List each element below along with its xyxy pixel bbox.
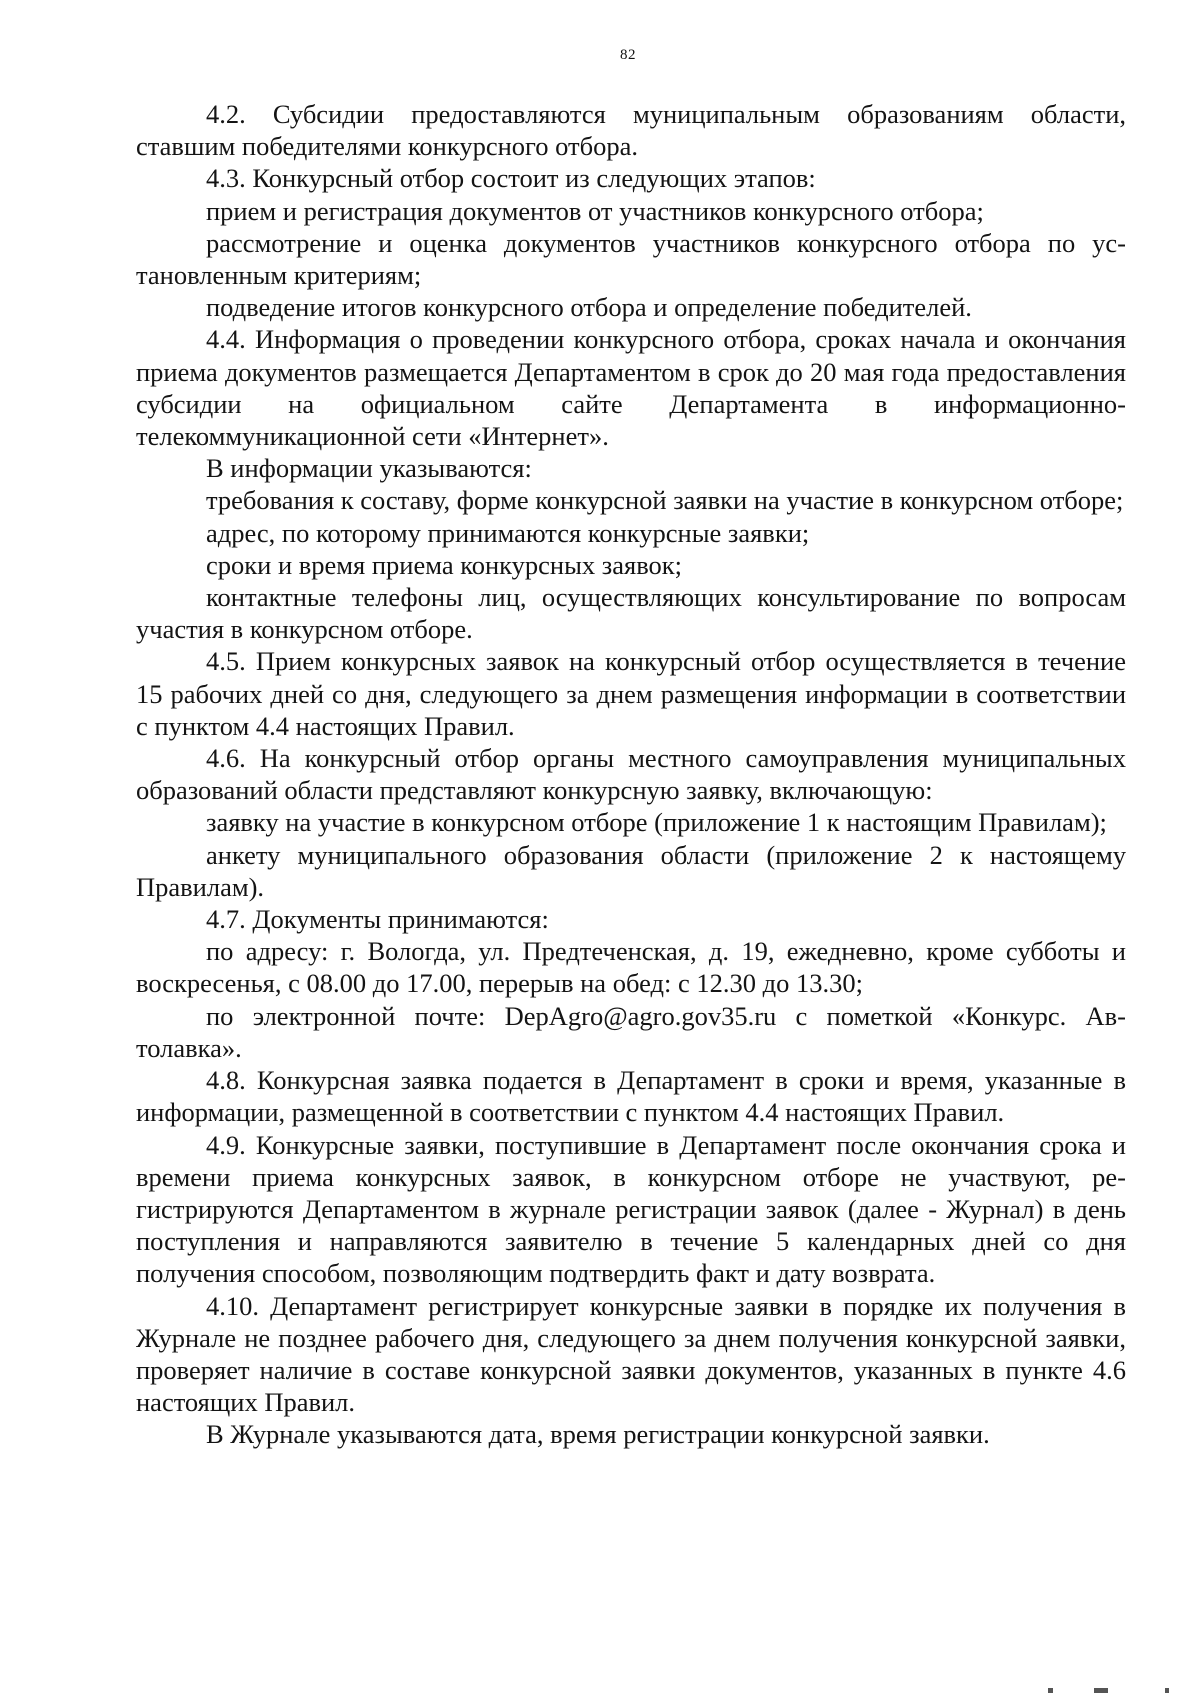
list-item-stage-2: рассмотрение и оценка документов участников конкурсного отбора по установленным критериям; xyxy=(136,227,1126,291)
paragraph-4-7: 4.7. Документы принимаются: xyxy=(206,904,549,935)
paragraph-4-6: 4.6. На конкурсный отбор органы местного самоуправления муниципальных образований области представляют конкурсную заявку, включающую: xyxy=(136,743,1126,806)
page-number: 82 xyxy=(620,47,636,63)
paragraph-4-4: 4.4. Информация о проведении конкурсного отбора, сроках начала и окончания приема документов размещается Департаментом в срок до 20 мая года предоставления субсидии на официальном сайте Департамента в информационно-телекоммуникационной сети «Интернет». xyxy=(136,324,1126,452)
list-item-info-1: требования к составу, форме конкурсной заявки на участие в конкурсном отборе; xyxy=(206,485,1124,516)
paragraph-journal-note: В Журнале указываются дата, время регистрации конкурсной заявки. xyxy=(206,1419,990,1450)
list-item-stage-1: прием и регистрация документов от участников конкурсного отбора; xyxy=(206,195,984,226)
paragraph-4-3: 4.3. Конкурсный отбор состоит из следующих этапов: xyxy=(206,163,816,194)
paragraph-4-5: 4.5. Прием конкурсных заявок на конкурсный отбор осуществляется в течение 15 рабочих дней со дня, следующего за днем размещения информации в соответствии с пунктом 4.4 настоящих Правил. xyxy=(136,646,1126,741)
list-item-info-4: контактные телефоны лиц, осуществляющих консультирование по вопросам участия в конкурсном отборе. xyxy=(136,582,1126,645)
paragraph-info-intro: В информации указываются: xyxy=(206,453,532,484)
list-item-address: по адресу: г. Вологда, ул. Предтеченская, д. 19, ежедневно, кроме субботы и воскресенья, с 08.00 до 17.00, перерыв на обед: с 12.30 до 13.30; xyxy=(136,936,1126,999)
list-item-application-2: анкету муниципального образования области (приложение 2 к настоящему Правилам). xyxy=(136,839,1126,902)
paragraph-4-9: 4.9. Конкурсные заявки, поступившие в Департамент после окончания срока и времени приема конкурсных заявок, в конкурсном отборе не участвуют, регистрируются Департаментом в журнале регистрации заявок (далее - Журнал) в день поступления и направляются заявителю в течение 5 календарных дней со дня получения способом, позволяющим подтвердить факт и дату возврата. xyxy=(136,1129,1126,1289)
list-item-application-1: заявку на участие в конкурсном отборе (приложение 1 к настоящим Правилам); xyxy=(206,807,1107,838)
scan-artifact-mark xyxy=(1094,1688,1108,1693)
paragraph-4-8: 4.8. Конкурсная заявка подается в Департамент в сроки и время, указанные в информации, размещенной в соответствии с пунктом 4.4 настоящих Правил. xyxy=(136,1065,1126,1128)
list-item-stage-3: подведение итогов конкурсного отбора и определение победителей. xyxy=(206,292,972,323)
list-item-email: по электронной почте: DepAgro@agro.gov35.ru с пометкой «Конкурс. Автолавка». xyxy=(136,1000,1126,1063)
paragraph-4-10: 4.10. Департамент регистрирует конкурсные заявки в порядке их получения в Журнале не позднее рабочего дня, следующего за днем получения конкурсной заявки, проверяет наличие в составе конкурсной заявки документов, указанных в пункте 4.6 настоящих Правил. xyxy=(136,1290,1126,1418)
list-item-info-2: адрес, по которому принимаются конкурсные заявки; xyxy=(206,517,810,548)
list-item-info-3: сроки и время приема конкурсных заявок; xyxy=(206,549,683,580)
scan-artifact-mark xyxy=(1048,1688,1053,1693)
paragraph-4-2: 4.2. Субсидии предоставляются муниципальным образованиям области, ставшим победителями конкурсного отбора. xyxy=(136,99,1126,162)
scan-artifact-mark xyxy=(1165,1688,1169,1693)
document-body xyxy=(136,98,1126,1451)
